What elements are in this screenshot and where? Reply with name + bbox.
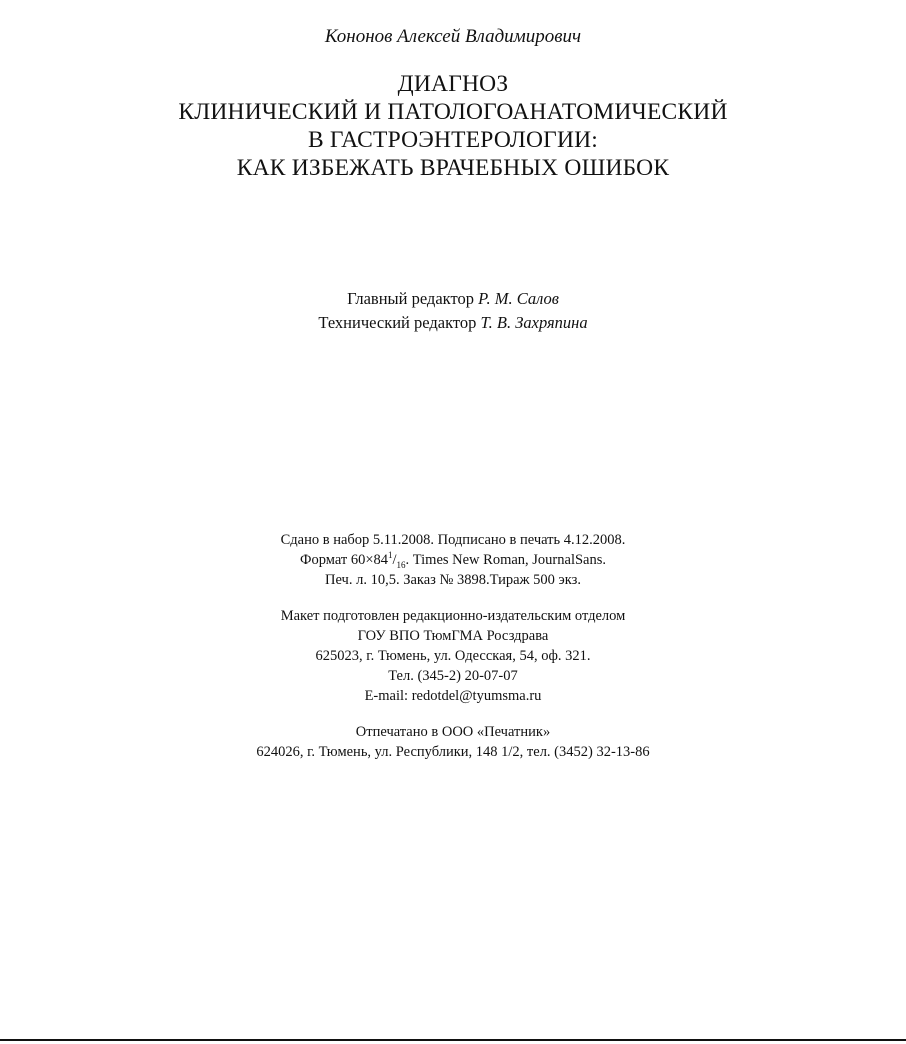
spacer — [0, 706, 906, 722]
format-superscript: 1 — [388, 550, 393, 561]
title-line-2: КЛИНИЧЕСКИЙ И ПАТОЛОГОАНАТОМИЧЕСКИЙ — [178, 99, 728, 125]
format-subscript: 16 — [396, 559, 406, 570]
title-line-4: КАК ИЗБЕЖАТЬ ВРАЧЕБНЫХ ОШИБОК — [236, 155, 670, 181]
printed-at-line: Отпечатано в ООО «Печатник» — [355, 724, 551, 740]
bottom-rule — [0, 1039, 906, 1041]
email-line: E-mail: redotdel@tyumsma.ru — [364, 688, 542, 704]
book-title — [0, 70, 906, 182]
print-sheets-line: Печ. л. 10,5. Заказ № 3898.Тираж 500 экз. — [325, 572, 581, 588]
format-suffix: . Times New Roman, JournalSans. — [405, 552, 606, 568]
chief-editor-line — [0, 287, 906, 311]
format-prefix: Формат 60×84 — [300, 552, 389, 568]
spacer — [0, 590, 906, 606]
tech-editor-line — [0, 311, 906, 335]
address-line: 625023, г. Тюмень, ул. Одесская, 54, оф. 321. — [315, 648, 591, 664]
title-line-1: ДИАГНОЗ — [397, 71, 509, 97]
author-name: Кононов Алексей Владимирович — [324, 26, 582, 47]
chief-editor-label: Главный редактор — [347, 289, 474, 308]
tech-editor-name: Т. В. Захряпина — [480, 313, 588, 332]
tech-editor-label: Технический редактор — [318, 313, 477, 332]
title-line-3: В ГАСТРОЭНТЕРОЛОГИИ: — [307, 127, 599, 153]
format-slash: / — [392, 552, 397, 568]
organization-line: ГОУ ВПО ТюмГМА Росздрава — [357, 628, 549, 644]
prepared-by-line: Макет подготовлен редакционно-издательским отделом — [280, 608, 626, 624]
typeset-line: Сдано в набор 5.11.2008. Подписано в печать 4.12.2008. — [280, 532, 626, 548]
imprint-block — [0, 530, 906, 762]
chief-editor-name: Р. М. Салов — [478, 289, 559, 308]
phone-line: Тел. (345-2) 20-07-07 — [388, 668, 518, 684]
editors-block — [0, 287, 906, 335]
format-line — [0, 550, 906, 570]
printer-address-line: 624026, г. Тюмень, ул. Республики, 148 1/2, тел. (3452) 32-13-86 — [256, 744, 650, 760]
